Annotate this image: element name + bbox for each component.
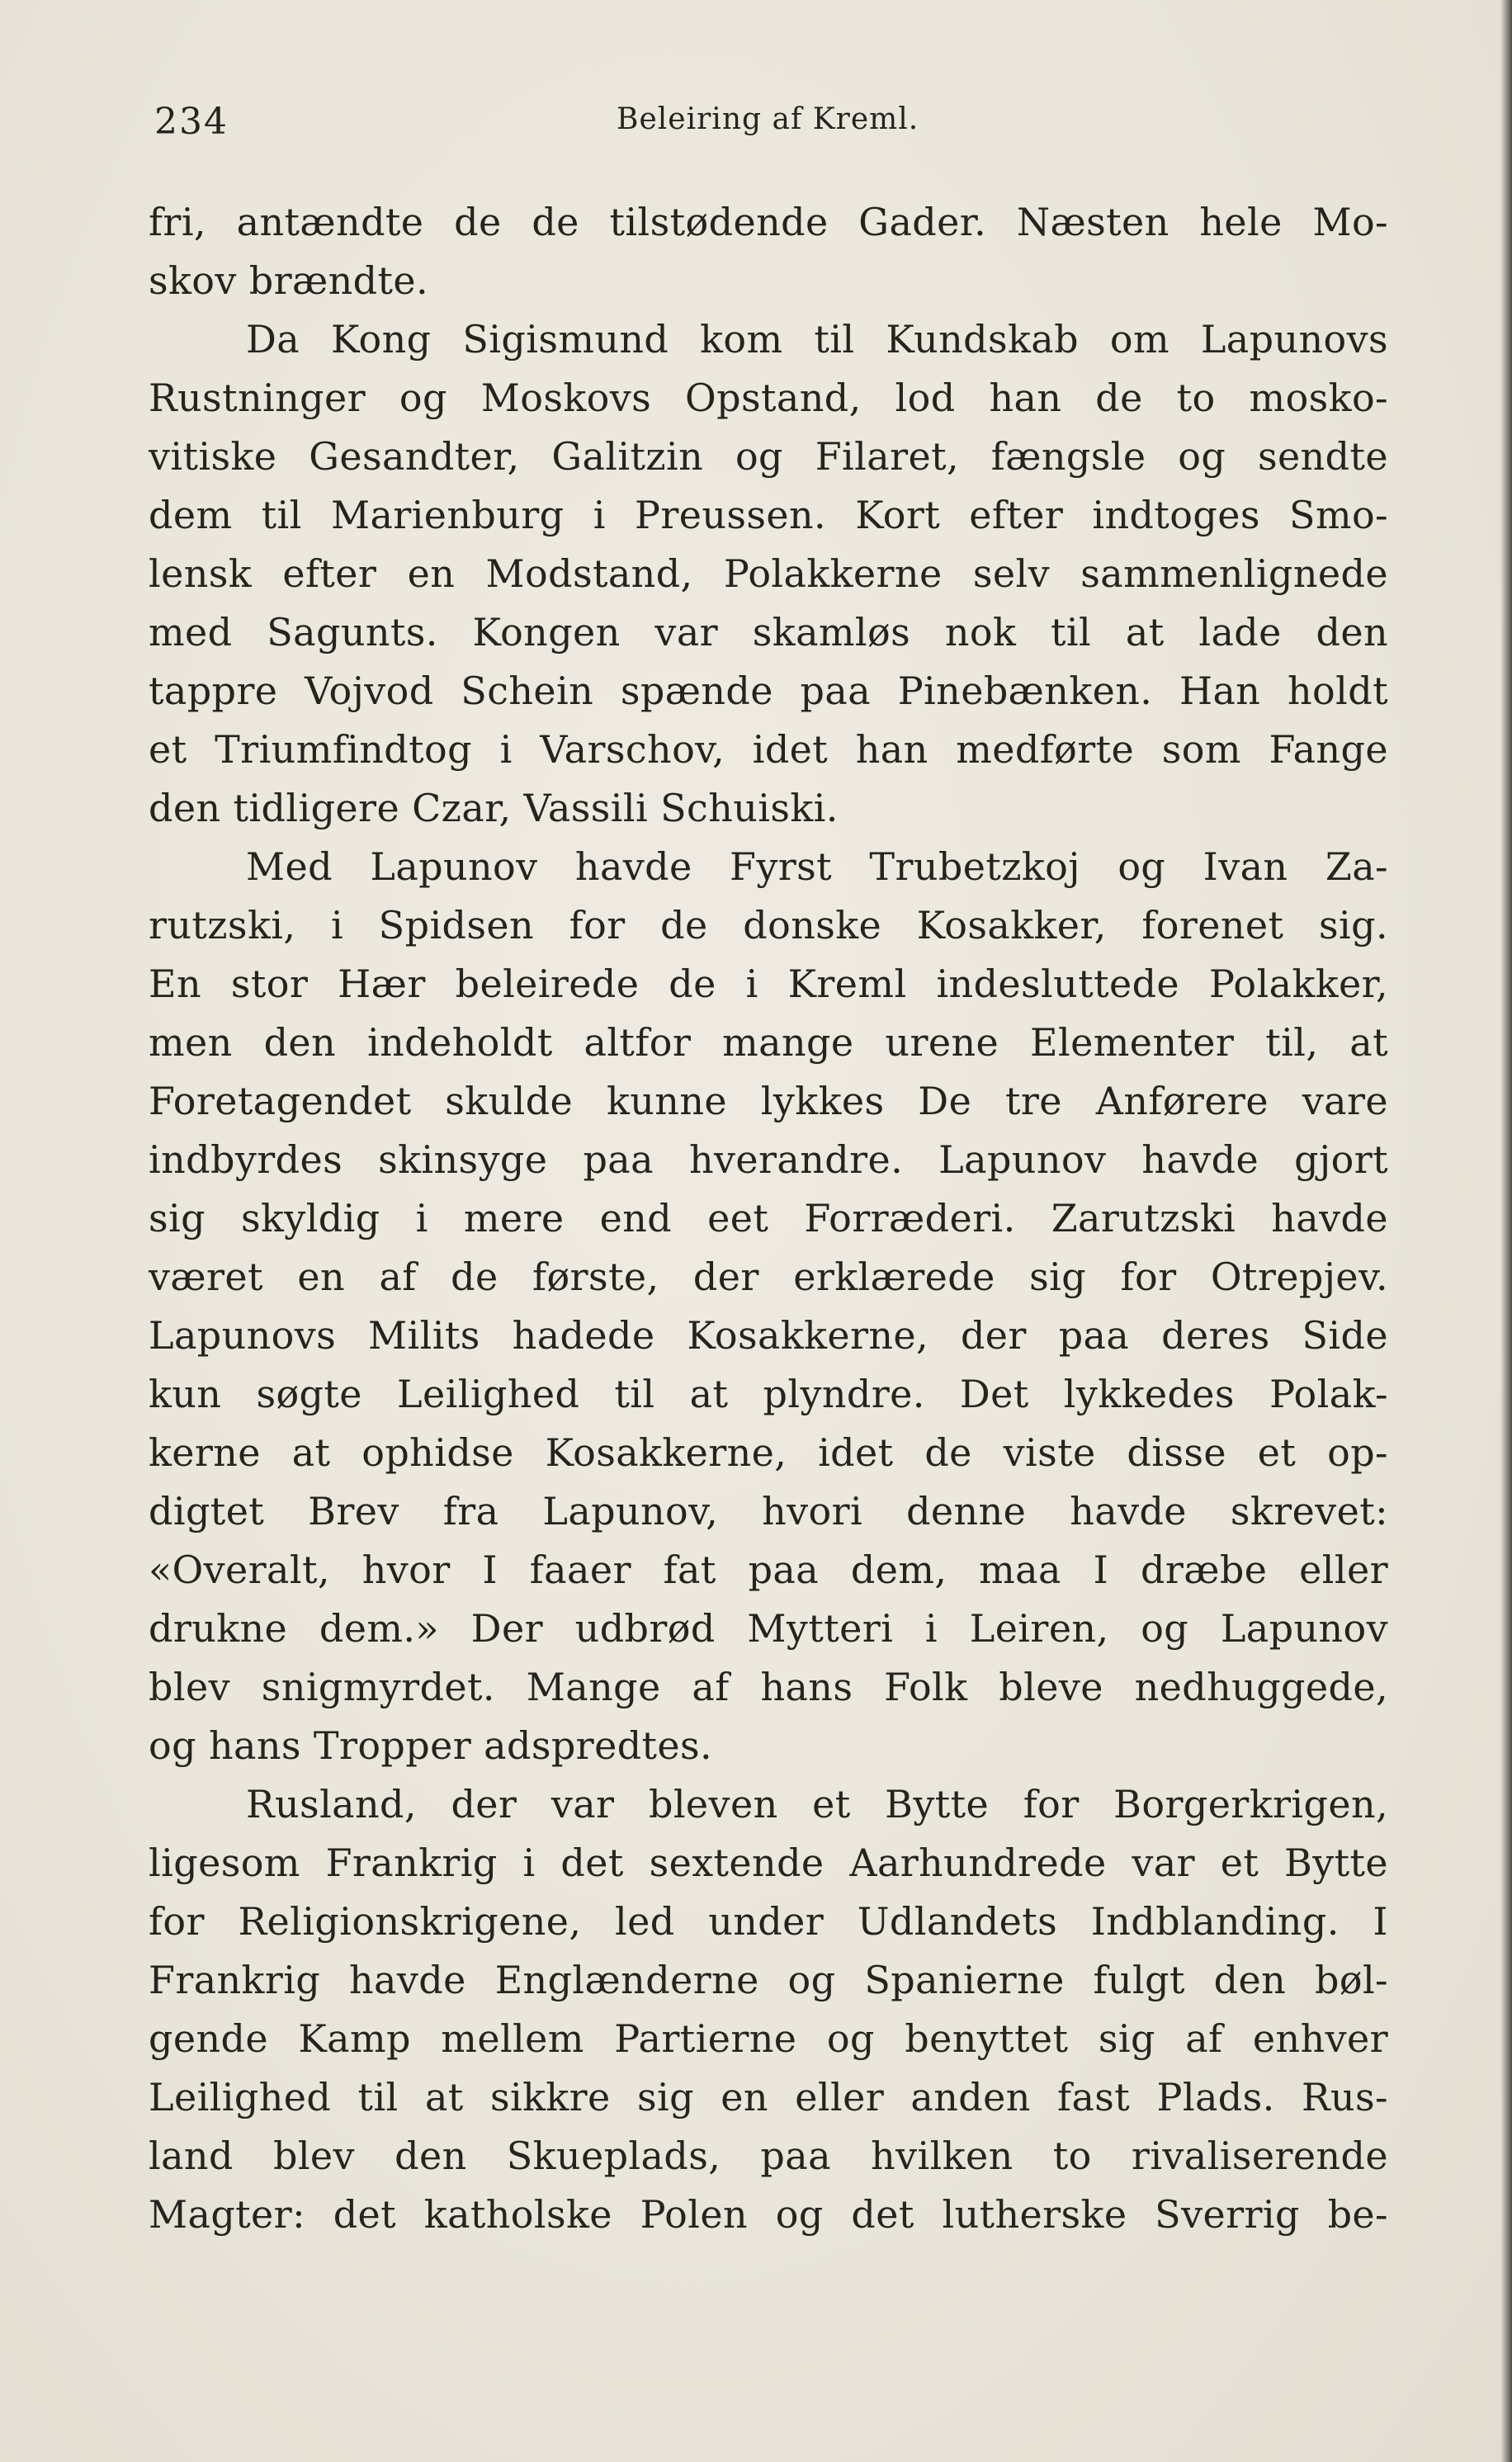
text-line: kerne at ophidse Kosakkerne, idet de viste disse et op- [149,1430,1388,1475]
text-line: tappre Vojvod Schein spænde paa Pinebænken. Han holdt [149,669,1388,713]
text-line: for Religionskrigene, led under Udlandets Indblanding. I [149,1899,1388,1944]
body-text [149,193,1388,2244]
text-line: et Triumfindtog i Varschov, idet han medførte som Fange [149,727,1388,772]
page-edge-shadow [1500,0,1512,2462]
text-line: digtet Brev fra Lapunov, hvori denne havde skrevet: [149,1489,1388,1533]
text-line: med Sagunts. Kongen var skamløs nok til at lade den [149,610,1388,654]
text-line: sig skyldig i mere end eet Forræderi. Zarutzski havde [149,1196,1388,1240]
page-number: 234 [154,101,229,143]
text-line: men den indeholdt altfor mange urene Elementer til, at [149,1020,1388,1065]
text-line: lensk efter en Modstand, Polakkerne selv sammenlignede [149,551,1388,596]
text-line: En stor Hær beleirede de i Kreml indesluttede Polakker, [149,962,1388,1006]
text-line: land blev den Skueplads, paa hvilken to rivaliserende [149,2134,1388,2178]
text-line: Rustninger og Moskovs Opstand, lod han de to mosko- [149,376,1388,420]
text-line: indbyrdes skinsyge paa hverandre. Lapunov havde gjort [149,1137,1388,1182]
text-line: kun søgte Leilighed til at plyndre. Det lykkedes Polak- [149,1372,1388,1416]
text-line: Med Lapunov havde Fyrst Trubetzkoj og Ivan Za- [246,844,1388,889]
text-line: Magter: det katholske Polen og det lutherske Sverrig be- [149,2192,1388,2237]
text-line: ligesom Frankrig i det sextende Aarhundrede var et Bytte [149,1841,1388,1885]
text-line: Leilighed til at sikkre sig en eller anden fast Plads. Rus- [149,2075,1388,2119]
text-line: fri, antændte de de tilstødende Gader. Næsten hele Mo- [149,200,1388,244]
text-line: og hans Tropper adspredtes. [149,1723,713,1768]
text-line: Rusland, der var bleven et Bytte for Borgerkrigen, [246,1782,1388,1826]
page-header [154,101,1392,150]
running-head: Beleiring af Kreml. [617,102,919,136]
text-line: dem til Marienburg i Preussen. Kort efter indtoges Smo- [149,493,1388,537]
text-line: den tidligere Czar, Vassili Schuiski. [149,786,839,830]
text-line: skov brændte. [149,258,429,303]
text-line: Foretagendet skulde kunne lykkes De tre Anførere vare [149,1079,1388,1123]
text-line: rutzski, i Spidsen for de donske Kosakker, forenet sig. [149,903,1388,947]
text-line: vitiske Gesandter, Galitzin og Filaret, fængsle og sendte [149,434,1388,479]
text-line: Da Kong Sigismund kom til Kundskab om Lapunovs [246,317,1388,362]
text-line: blev snigmyrdet. Mange af hans Folk bleve nedhuggede, [149,1665,1388,1709]
text-line: Lapunovs Milits hadede Kosakkerne, der paa deres Side [149,1313,1388,1358]
text-line: været en af de første, der erklærede sig for Otrepjev. [149,1255,1388,1299]
text-line: drukne dem.» Der udbrød Mytteri i Leiren, og Lapunov [149,1606,1388,1651]
text-line: Frankrig havde Englænderne og Spanierne fulgt den bøl- [149,1958,1388,2002]
text-line: gende Kamp mellem Partierne og benyttet sig af enhver [149,2016,1388,2061]
text-line: «Overalt, hvor I faaer fat paa dem, maa I dræbe eller [149,1548,1388,1592]
